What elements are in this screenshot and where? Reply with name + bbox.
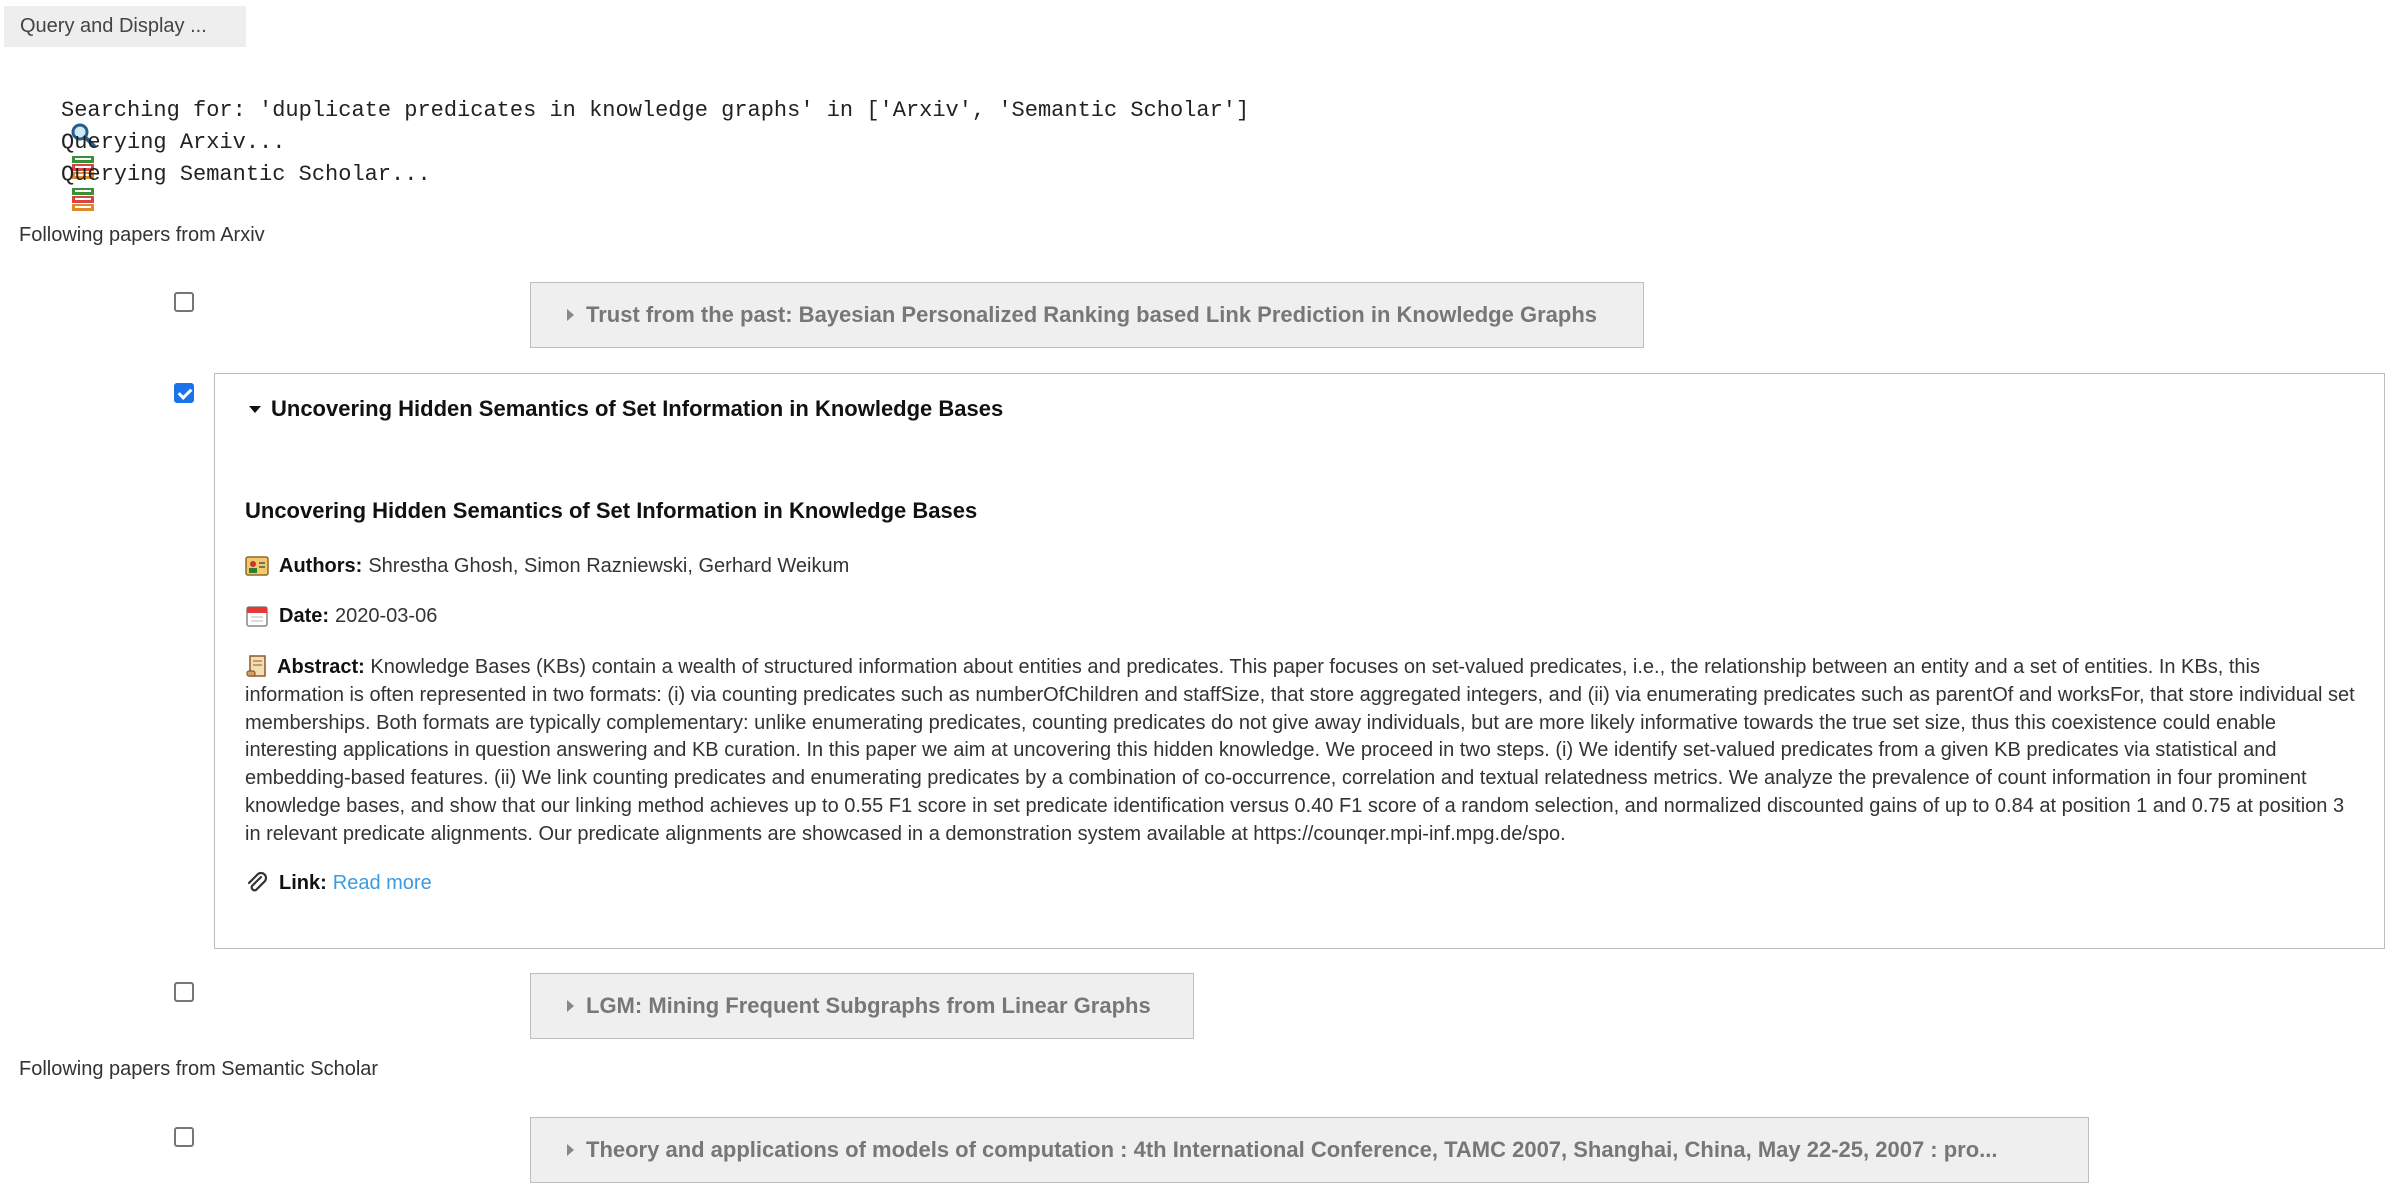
authors-value: Shrestha Ghosh, Simon Razniewski, Gerhard Weikum bbox=[368, 554, 850, 577]
calendar-icon bbox=[245, 604, 269, 628]
log-text: Querying Arxiv... bbox=[61, 129, 286, 155]
paperclip-icon bbox=[245, 871, 269, 895]
section-label-semantic-scholar: Following papers from Semantic Scholar bbox=[19, 1058, 379, 1080]
authors-icon bbox=[245, 554, 269, 578]
paper-checkbox[interactable] bbox=[174, 1127, 194, 1147]
magnifier-icon bbox=[17, 97, 43, 123]
chevron-right-icon bbox=[567, 309, 574, 321]
paper-checkbox[interactable] bbox=[174, 982, 194, 1002]
chevron-right-icon bbox=[567, 1000, 574, 1012]
books-icon bbox=[17, 161, 43, 187]
log-text: Searching for: 'duplicate predicates in knowledge graphs' in ['Arxiv', 'Semantic Scholar'] bbox=[61, 97, 1250, 123]
log-line-searching bbox=[17, 95, 1249, 125]
paper-details-expanded bbox=[214, 373, 2385, 949]
date-label: Date: bbox=[279, 604, 330, 627]
authors-label: Authors: bbox=[279, 554, 363, 577]
read-more-link[interactable]: Read more bbox=[332, 871, 432, 894]
paper-checkbox[interactable] bbox=[174, 292, 194, 312]
link-label: Link: bbox=[279, 871, 327, 894]
paper-date bbox=[245, 604, 437, 628]
paper-abstract bbox=[245, 654, 2355, 849]
paper-summary-title: Theory and applications of models of computation : 4th International Conference, TAMC 2007, Shanghai, China, May 22-25, 2007 : pro... bbox=[586, 1137, 1998, 1162]
log-line-arxiv bbox=[17, 127, 285, 157]
abstract-label: Abstract: bbox=[277, 656, 365, 678]
books-icon bbox=[17, 129, 43, 155]
date-value: 2020-03-06 bbox=[335, 604, 438, 627]
paper-summary-collapsed[interactable] bbox=[530, 1117, 2089, 1183]
paper-heading: Uncovering Hidden Semantics of Set Information in Knowledge Bases bbox=[245, 498, 978, 523]
query-display-tab[interactable]: Query and Display ... bbox=[4, 6, 246, 47]
chevron-down-icon bbox=[249, 406, 261, 413]
paper-summary-title: LGM: Mining Frequent Subgraphs from Linear Graphs bbox=[586, 993, 1151, 1018]
paper-summary-collapsed[interactable] bbox=[530, 282, 1644, 348]
log-line-semantic bbox=[17, 159, 431, 189]
log-text: Querying Semantic Scholar... bbox=[61, 161, 431, 187]
chevron-right-icon bbox=[567, 1144, 574, 1156]
paper-authors bbox=[245, 554, 849, 578]
paper-summary-title: Trust from the past: Bayesian Personalized Ranking based Link Prediction in Knowledge Graphs bbox=[586, 302, 1597, 327]
section-label-arxiv: Following papers from Arxiv bbox=[19, 224, 265, 246]
paper-summary-title: Uncovering Hidden Semantics of Set Information in Knowledge Bases bbox=[271, 396, 1004, 421]
paper-checkbox[interactable] bbox=[174, 383, 194, 403]
abstract-text: Knowledge Bases (KBs) contain a wealth of structured information about entities and predicates. This paper focuses on set-valued predicates, i.e., the relationship between an entity and a set of entities. In KBs, this information is often represented in two formats: (i) via counting predicates such as numberOfChildren and staffSize, that store aggregated integers, and (ii) via enumerating predicates such as parentOf and worksFor, that store individual set memberships. Both formats are typically complementary: unlike enumerating predicates, counting predicates do not give away individuals, but are more likely informative towards the true set size, thus this coexistence could enable interesting applications in question answering and KB curation. In this paper we aim at uncovering this hidden knowledge. We proceed in two steps. (i) We identify set-valued predicates from a given KB predicates via statistical and embedding-based features. (ii) We link counting predicates and enumerating predicates by a combination of co-occurrence, correlation and textual relatedness metrics. We analyze the prevalence of count information in four prominent knowledge bases, and show that our linking method achieves up to 0.55 F1 score in set predicate identification versus 0.40 F1 score of a random selection, and normalized discounted gains of up to 0.84 at position 1 and 0.75 at position 3 in relevant predicate alignments. Our predicate alignments are showcased in a demonstration system available at https://counqer.mpi-inf.mpg.de/spo. bbox=[245, 656, 2355, 845]
paper-summary-collapsed[interactable] bbox=[530, 973, 1194, 1039]
paper-summary-expanded[interactable] bbox=[249, 396, 1003, 422]
paper-link bbox=[245, 871, 432, 895]
scroll-icon bbox=[245, 654, 269, 678]
